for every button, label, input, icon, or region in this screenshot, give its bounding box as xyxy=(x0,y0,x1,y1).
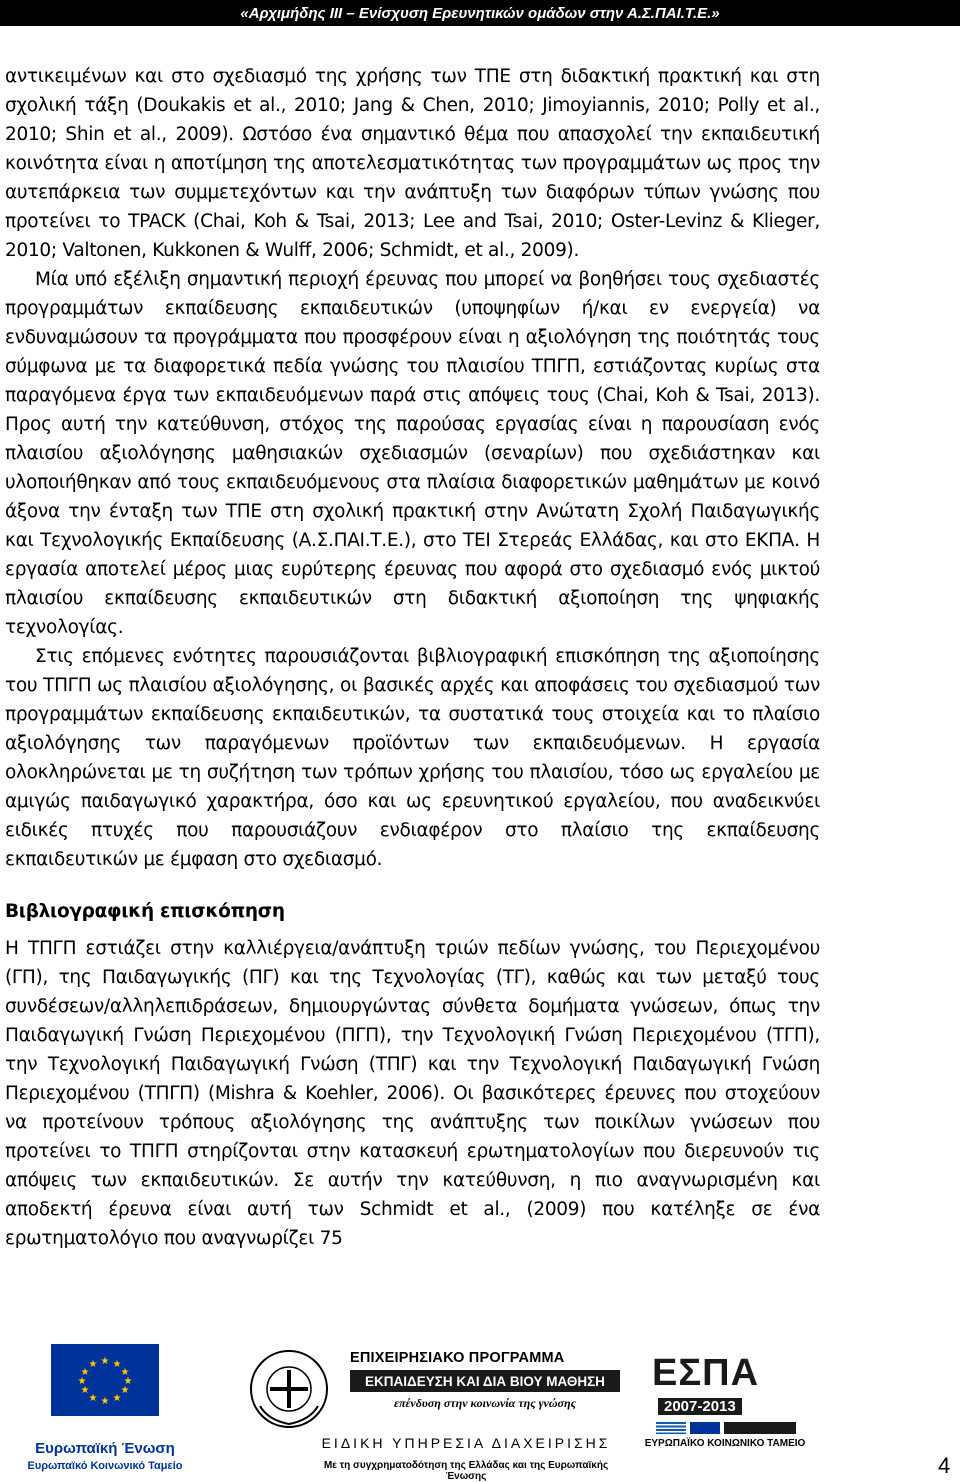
svg-text:★: ★ xyxy=(120,1367,130,1378)
espa-logo-block xyxy=(640,1350,810,1460)
eu-name: Ευρωπαϊκή Ένωση xyxy=(35,1440,175,1457)
eu-fund-name: Ευρωπαϊκό Κοινωνικό Ταμείο xyxy=(27,1460,183,1472)
svg-text:★: ★ xyxy=(112,1359,122,1370)
greek-emblem-icon xyxy=(248,1348,330,1430)
funding-footer xyxy=(0,1344,960,1482)
op-motto: επένδυση στην κοινωνία της γνώσης xyxy=(394,1396,576,1410)
paragraph-2: Μία υπό εξέλιξη σημαντική περιοχή έρευνας που μπορεί να βοηθήσει τους σχεδιαστές προγραμμάτων εκπαίδευσης εκπαιδευτικών (υποψηφίων ή/και εν ενεργεία) να ενδυναμώσουν τα προγράμματα που προσφέρουν είναι η αξιολόγηση της ποιότητάς τους σύμφωνα με τα διαφορετικά πεδία γνώσης του πλαισίου ΤΠΓΠ, εστιάζοντας κυρίως στα παραγόμενα έργα των εκπαιδευόμενων παρά στις απόψεις τους (Chai, Koh & Tsai, 2013). Προς αυτή την κατεύθυνση, στόχος της παρούσας εργασίας είναι η παρουσίαση ενός πλαισίου αξιολόγησης μαθησιακών σχεδιασμών (σεναρίων) που σχεδιάστηκαν και υλοποιήθηκαν από τους εκπαιδευόμενους στα πλαίσια διαφορετικών μαθημάτων με κοινό άξονα την ένταξη των ΤΠΕ στη σχολική πρακτική στην Ανώτατη Σχολή Παιδαγωγικής και Τεχνολογικής Εκπαίδευσης (Α.Σ.ΠΑΙ.Τ.Ε.), στο ΤΕΙ Στερεάς Ελλάδας, και στο ΕΚΠΑ. Η εργασία αποτελεί μέρος μιας ευρύτερης έρευνας που αφορά στο σχεδιασμό ενός μικτού πλαισίου εκπαίδευσης εκπαιδευτικών στη διδακτική αξιοποίηση της ψηφιακής τεχνολογίας. xyxy=(5,269,820,638)
op-name: ΕΚΠΑΙΔΕΥΣΗ ΚΑΙ ΔΙΑ ΒΙΟΥ ΜΑΘΗΣΗ xyxy=(350,1370,620,1392)
paragraph-1: αντικειμένων και στο σχεδιασμό της χρήσης των ΤΠΕ στη διδακτική πρακτική και στη σχολική τάξη (Doukakis et al., 2010; Jang & Chen, 2010; Jimoyiannis, 2010; Polly et al., 2010; Shin et al., 2009). Ωστόσο ένα σημαντικό θέμα που απασχολεί την εκπαιδευτική κοινότητα είναι η αποτίμηση της αποτελεσματικότητας των προγραμμάτων ως προς την αυτεπάρκεια των συμμετεχόντων και την ανάπτυξη των διαφόρων τύπων γνώσης που προτείνει το TPACK (Chai, Koh & Tsai, 2013; Lee and Tsai, 2010; Oster-Levinz & Klieger, 2010; Valtonen, Kukkonen & Wulff, 2006; Schmidt, et al., 2009). xyxy=(5,66,820,261)
section-heading: Βιβλιογραφική επισκόπηση xyxy=(5,901,285,922)
paragraph-4: Η ΤΠΓΠ εστιάζει στην καλλιέργεια/ανάπτυξη τριών πεδίων γνώσης, του Περιεχομένου (ΓΠ), της Παιδαγωγικής (ΠΓ) και της Τεχνολογίας (ΤΓ), καθώς και των μεταξύ τους συνδέσεων/αλληλεπιδράσεων, δημιουργώντας σύνθετα δομήματα γνώσεων, όπως την Παιδαγωγική Γνώση Περιεχομένου (ΠΓΠ), την Τεχνολογική Γνώση Περιεχομένου (ΤΓΠ), την Τεχνολογική Παιδαγωγική Γνώση (ΤΠΓ) και την Τεχνολογική Παιδαγωγική Γνώση Περιεχομένου (ΤΠΓΠ) (Mishra & Koehler, 2006). Οι βασικότερες έρευνες που στοχεύουν να προτείνουν τρόπους αξιολόγησης της ανάπτυξης των ποικίλων γνώσεων που προτείνει το ΤΠΓΠ στηρίζονται στην κατασκευή ερωτηματολογίων που διερευνούν τις απόψεις των εκπαιδευτικών. Σε αυτήν την κατεύθυνση, η πιο αναγνωρισμένη και αποδεκτή έρευνα είναι αυτή των Schmidt et al., (2009) που κατέληξε σε ένα ερωτηματολόγιο που αναγνωρίζει 75 xyxy=(5,938,820,1249)
svg-text:★: ★ xyxy=(100,1396,110,1407)
op-title: ΕΠΙΧΕΙΡΗΣΙΑΚΟ ΠΡΟΓΡΑΜΜΑ xyxy=(350,1350,565,1366)
managing-authority: ΕΙΔΙΚΗ ΥΠΗΡΕΣΙΑ ΔΙΑΧΕΙΡΙΣΗΣ xyxy=(321,1435,611,1451)
espa-logo: ΕΣΠΑ xyxy=(652,1352,760,1394)
running-header xyxy=(0,0,960,26)
espa-years: 2007-2013 xyxy=(658,1398,742,1415)
svg-text:★: ★ xyxy=(88,1393,98,1404)
eu-logo-block xyxy=(15,1344,185,1479)
svg-text:★: ★ xyxy=(80,1385,90,1396)
header-title: «Αρχιμήδης ΙΙΙ – Ενίσχυση Ερευνητικών ομάδων στην Α.Σ.ΠΑΙ.Τ.Ε.» xyxy=(240,4,720,22)
svg-text:★: ★ xyxy=(88,1359,98,1370)
svg-text:★: ★ xyxy=(100,1356,110,1367)
eu-flag-icon xyxy=(51,1344,159,1416)
espa-fund-name: ΕΥΡΩΠΑΪΚΟ ΚΟΙΝΩΝΙΚΟ ΤΑΜΕΙΟ xyxy=(644,1438,806,1449)
svg-text:★: ★ xyxy=(112,1393,122,1404)
svg-text:★: ★ xyxy=(123,1376,133,1387)
main-text xyxy=(5,62,820,1253)
svg-text:★: ★ xyxy=(120,1385,130,1396)
flags-icon xyxy=(656,1422,796,1434)
svg-text:★: ★ xyxy=(77,1376,87,1387)
paragraph-3: Στις επόμενες ενότητες παρουσιάζονται βιβλιογραφική επισκόπηση της αξιοποίησης του ΤΠΓΠ ως πλαισίου αξιολόγησης, οι βασικές αρχές και αποφάσεις του σχεδιασμού των προγραμμάτων εκπαίδευσης εκπαιδευτικών, τα συστατικά τους στοιχεία και το πλαίσιο αξιολόγησης των παραγόμενων προϊόντων των εκπαιδευόμενων. Η εργασία ολοκληρώνεται με τη συζήτηση των τρόπων χρήσης του πλαισίου, τόσο ως εργαλείου με αμιγώς παιδαγωγικό χαρακτήρα, όσο και ως ερευνητικού εργαλείου, που αναδεικνύει ειδικές πτυχές που παρουσιάζουν ενδιαφέρον στο πλαίσιο της εκπαίδευσης εκπαιδευτικών με έμφαση στο σχεδιασμό. xyxy=(5,646,820,870)
page-number: 4 xyxy=(938,1453,951,1478)
cofunding-note: Με τη συγχρηματοδότηση της Ελλάδας και της Ευρωπαϊκής Ένωσης xyxy=(323,1460,609,1482)
svg-text:★: ★ xyxy=(80,1367,90,1378)
